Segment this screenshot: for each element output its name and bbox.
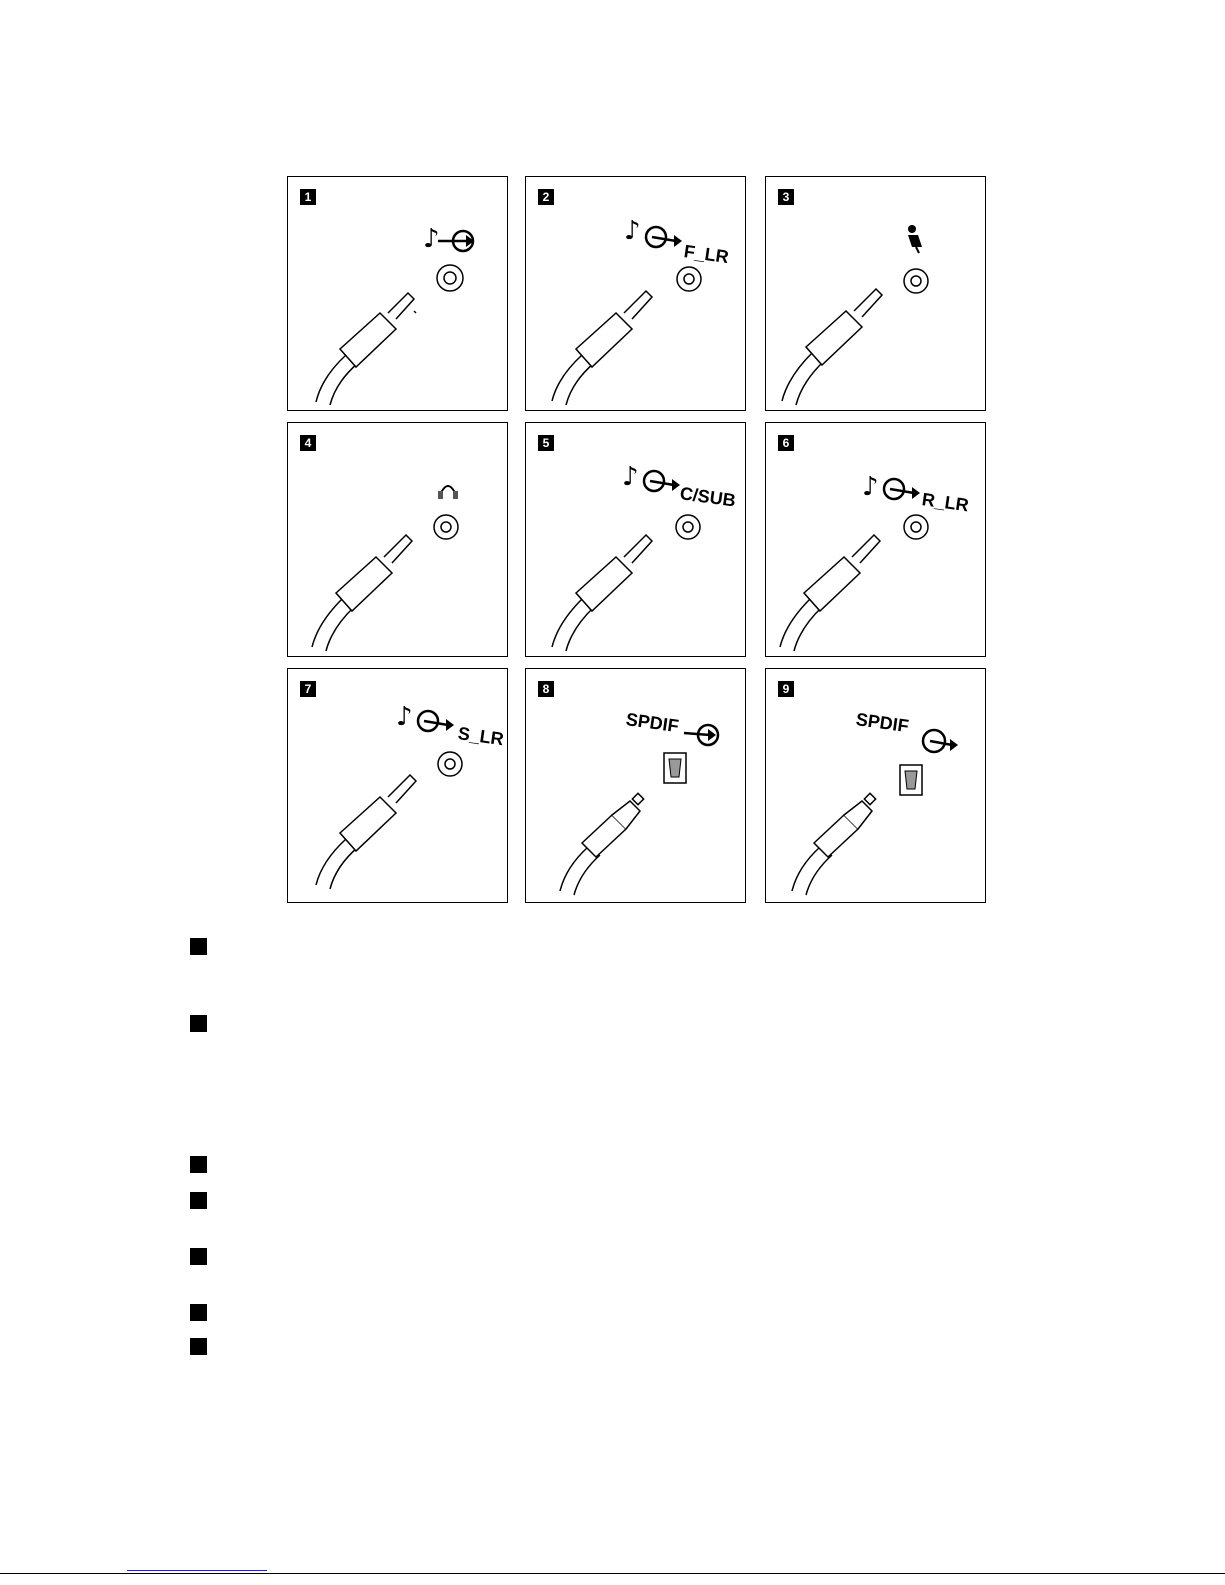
list-marker-1: [190, 938, 207, 955]
panel-number-badge: 5: [538, 435, 554, 451]
list-marker-5: [190, 1248, 207, 1265]
connector-label: S_LR: [456, 723, 506, 750]
panel-number-badge: 6: [778, 435, 794, 451]
panel-number-badge: 2: [538, 189, 554, 205]
audio-line-out-icon: [526, 423, 747, 658]
list-marker-6: [190, 1304, 207, 1321]
footer-link-underline[interactable]: [127, 1570, 267, 1571]
list-marker-3: [190, 1156, 207, 1173]
audio-line-out-icon: [526, 177, 747, 412]
connector-panel-8: [525, 668, 746, 903]
connector-label: SPDIF: [624, 709, 680, 737]
connector-label: F_LR: [682, 241, 731, 268]
list-marker-7: [190, 1338, 207, 1355]
audio-line-out-icon: [766, 423, 987, 658]
panel-number-badge: 8: [538, 681, 554, 697]
audio-line-in-icon: [288, 177, 509, 412]
connector-panel-7: [287, 668, 508, 903]
connector-panel-1: [287, 176, 508, 411]
connector-panel-3: [765, 176, 986, 411]
svg-text:♪: ♪: [624, 216, 641, 246]
panel-number-badge: 1: [300, 189, 316, 205]
list-marker-2: [190, 1015, 207, 1032]
svg-text:♪: ♪: [423, 224, 440, 254]
panel-number-badge: 3: [778, 189, 794, 205]
connector-panel-5: [525, 422, 746, 657]
panel-number-badge: 4: [300, 435, 316, 451]
connector-panel-2: [525, 176, 746, 411]
footer-divider: [0, 1573, 1225, 1574]
audio-line-out-icon: [288, 669, 509, 904]
spdif-in-icon: [526, 669, 747, 904]
connector-panel-4: [287, 422, 508, 657]
spdif-out-icon: [766, 669, 987, 904]
panel-number-badge: 9: [778, 681, 794, 697]
connector-label: R_LR: [920, 489, 971, 516]
svg-text:♪: ♪: [862, 472, 879, 502]
microphone-icon: [766, 177, 987, 412]
connector-panel-6: [765, 422, 986, 657]
panel-number-badge: 7: [300, 681, 316, 697]
svg-text:♪: ♪: [396, 702, 413, 732]
connector-label: C/SUB: [678, 483, 737, 511]
list-marker-4: [190, 1192, 207, 1209]
headphone-icon: [288, 423, 509, 658]
svg-text:♪: ♪: [622, 462, 639, 492]
connector-panel-9: [765, 668, 986, 903]
connector-label: SPDIF: [854, 709, 910, 737]
